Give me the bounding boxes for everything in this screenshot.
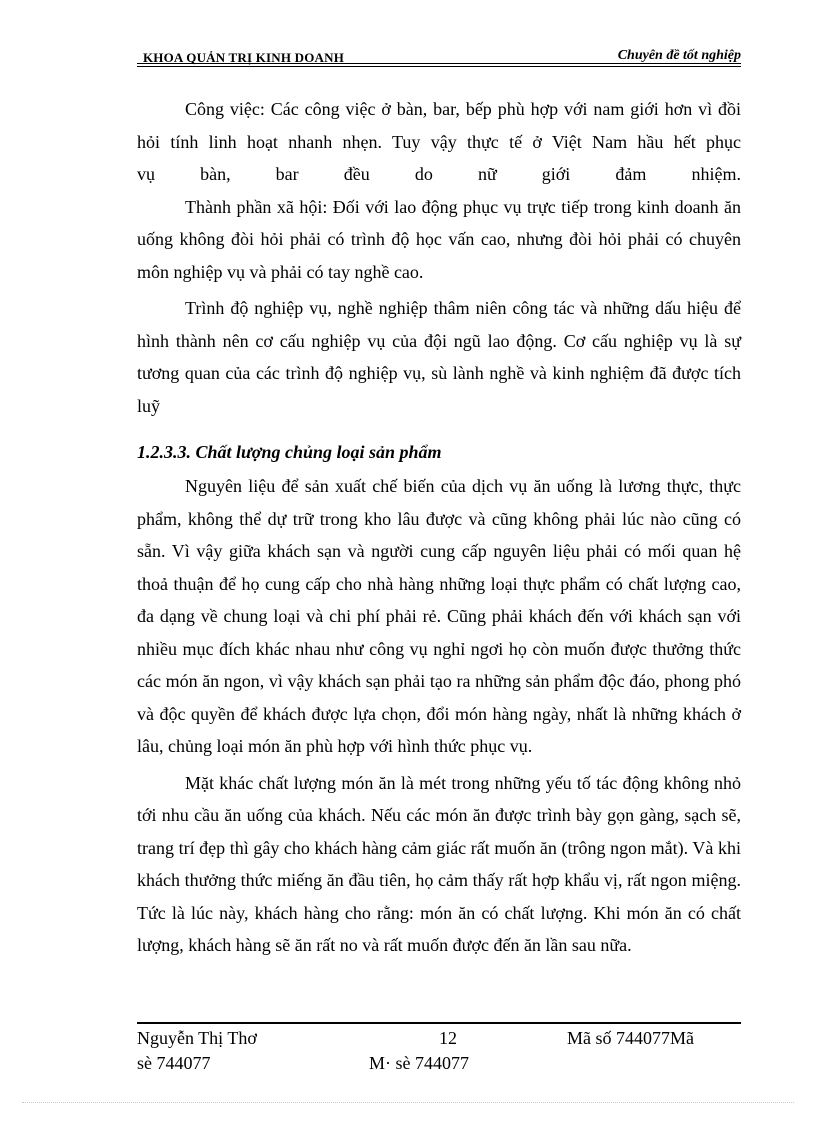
footer-author-name: Nguyễn Thị Thơ xyxy=(137,1028,257,1048)
page-body xyxy=(137,93,741,962)
footer-page-code: M· sè 744077 xyxy=(369,1053,469,1073)
section-heading: 1.2.3.3. Chất lượng chủng loại sản phẩm xyxy=(137,442,442,462)
paragraph-thanh-phan-xa-hoi: Thành phần xã hội: Đối với lao động phục vụ trực tiếp trong kinh doanh ăn uống không đòi hỏi phải có trình độ học vấn cao, nhưng đòi hỏi phải có chuyên môn nghiệp vụ và phải có tay nghề cao. xyxy=(137,196,741,282)
page-footer xyxy=(137,1026,741,1076)
footer-rule xyxy=(137,1022,741,1024)
paragraph-trinh-do-nghiep-vu: Trình độ nghiệp vụ, nghề nghiệp thâm niên công tác và những dấu hiệu để hình thành nên cơ cấu nghiệp vụ của đội ngũ lao động. Cơ cấu nghiệp vụ là sự tương quan của các trình độ nghiệp vụ, sù lành nghề và kinh nghiệm đã được tích luỹ xyxy=(137,298,741,416)
paragraph-nguyen-lieu: Nguyên liệu để sản xuất chế biến của dịch vụ ăn uống là lương thực, thực phẩm, không thể dự trữ trong kho lâu được và cũng không phải lúc nào cũng có sẵn. Vì vậy giữa khách sạn và người cung cấp nguyên liệu phải có mối quan hệ thoả thuận để họ cung cấp cho nhà hàng những loại thực phẩm có chất lượng cao, đa dạng về chung loại và chi phí phải rẻ. Cũng phải khách đến với khách sạn với nhiều mục đích khác nhau như công vụ nghỉ ngơi họ còn muốn được thưởng thức các món ăn ngon, vì vậy khách sạn phải tạo ra những sản phẩm độc đáo, phong phó và độc quyền để khách được lựa chọn, đổi món hàng ngày, nhất là những khách ở lâu, chủng loại món ăn phù hợp với hình thức phục vụ. xyxy=(137,476,741,756)
footer-student-code: Mã số 744077Mã xyxy=(567,1028,694,1048)
page-bottom-border xyxy=(22,1102,794,1103)
footer-author-code: sè 744077 xyxy=(137,1053,211,1073)
header-rule-double xyxy=(137,66,741,67)
header-rule xyxy=(137,63,741,64)
page-header xyxy=(137,50,741,70)
paragraph-cong-viec: Công việc: Các công việc ở bàn, bar, bếp phù hợp với nam giới hơn vì đồi hỏi tính linh hoạt nhanh nhẹn. Tuy vậy thực tế ở Việt Nam hầu hết phục xyxy=(137,99,741,152)
paragraph-chat-luong-mon-an: Mặt khác chất lượng món ăn là mét trong những yếu tố tác động không nhỏ tới nhu cầu ăn uống của khách. Nếu các món ăn được trình bày gọn gàng, sạch sẽ, trang trí đẹp thì gây cho khách hàng cảm giác rất muốn ăn (trông ngon mắt). Và khi khách thưởng thức miếng ăn đầu tiên, họ cảm thấy rất hợp khẩu vị, rất ngon miệng. Tức là lúc này, khách hàng cho rằng: món ăn có chất lượng. Khi món ăn có chất lượng, khách hàng sẽ ăn rất no và rất muốn được đến ăn lần sau nữa. xyxy=(137,772,741,955)
paragraph-cong-viec-continued: vụ bàn, bar đều do nữ giới đảm nhiệm. xyxy=(137,164,741,184)
header-department: KHOA QUẢN TRỊ KINH DOANH xyxy=(143,50,345,65)
footer-page-number: 12 xyxy=(439,1028,457,1048)
header-document-type: Chuyên đề tốt nghiệp xyxy=(617,48,741,63)
